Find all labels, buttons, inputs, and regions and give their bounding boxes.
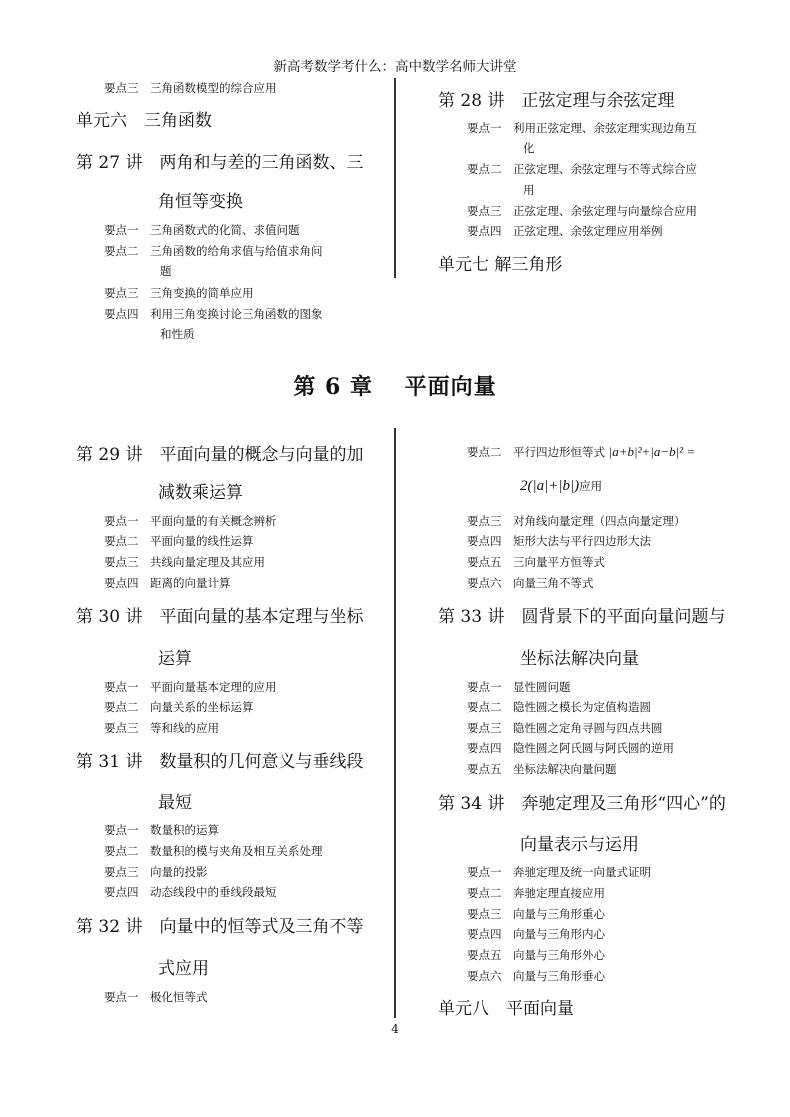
lecture-title: 第 34 讲 奔驰定理及三角形“四心”的 [438,794,726,814]
unit-heading: 单元八 平面向量 [438,999,574,1019]
list-item: 要点四 向量与三角形内心 [467,927,605,941]
list-item: 要点一 极化恒等式 [104,990,208,1004]
list-item: 要点二 向量关系的坐标运算 [104,700,254,714]
list-item: 要点三 向量与三角形重心 [467,907,605,921]
unit-heading: 单元六 三角函数 [76,111,212,131]
list-item: 要点一 平面向量基本定理的应用 [104,680,277,694]
list-item: 要点一 奔驰定理及统一向量式证明 [467,865,651,879]
list-item: 要点三 向量的投影 [104,865,208,879]
lecture-title-cont: 运算 [158,649,192,669]
lecture-title-cont: 向量表示与运用 [520,835,639,855]
list-item: 要点二 奔驰定理直接应用 [467,886,605,900]
formula-inline: 2(|a|+|b|) [520,478,580,494]
page-header: 新高考数学考什么：高中数学名师大讲堂 [273,59,517,75]
lecture-title-cont: 最短 [158,793,192,813]
list-item: 要点一 数量积的运算 [104,823,219,837]
list-item: 要点三 隐性圆之定角寻圆与四点共圆 [467,721,663,735]
lecture-title: 第 28 讲 正弦定理与余弦定理 [438,91,675,111]
list-item: 要点三 正弦定理、余弦定理与向量综合应用 [467,204,697,218]
list-item: 要点五 向量与三角形外心 [467,948,605,962]
lecture-title: 第 31 讲 数量积的几何意义与垂线段 [76,752,364,772]
list-item: 要点四 正弦定理、余弦定理应用举例 [467,224,663,238]
unit-heading: 单元七 解三角形 [438,255,563,275]
list-item: 要点二 正弦定理、余弦定理与不等式综合应 [467,162,697,176]
lecture-title-cont: 角恒等变换 [158,192,243,212]
list-item: 要点三 三角函数模型的综合应用 [104,81,277,95]
list-item-cont: 和性质 [160,327,195,341]
column-divider-top [394,78,396,278]
lecture-title: 第 29 讲 平面向量的概念与向量的加 [76,445,364,465]
list-item: 要点四 隐性圆之阿氏圆与阿氏圆的逆用 [467,741,674,755]
list-item: 要点二 平面向量的线性运算 [104,534,254,548]
list-item-cont: 化 [523,141,535,155]
list-item: 要点一 显性圆问题 [467,680,571,694]
list-item-cont: 题 [160,264,172,278]
lecture-title: 第 27 讲 两角和与差的三角函数、三 [76,153,364,173]
lecture-title: 第 30 讲 平面向量的基本定理与坐标 [76,607,364,627]
list-item: 要点三 等和线的应用 [104,721,219,735]
list-item: 要点二 数量积的模与夹角及相互关系处理 [104,844,323,858]
list-item: 要点四 动态线段中的垂线段最短 [104,885,277,899]
list-item: 要点三 对角线向量定理（四点向量定理） [467,514,686,528]
list-item: 要点三 三角变换的简单应用 [104,286,254,300]
lecture-title: 第 32 讲 向量中的恒等式及三角不等 [76,917,364,937]
list-item: 要点一 三角函数式的化简、求值问题 [104,223,300,237]
list-item-cont: 用 [523,183,535,197]
list-item: 要点五 三向量平方恒等式 [467,555,605,569]
list-item: 要点二 隐性圆之模长为定值构造圆 [467,700,651,714]
chapter-title: 第 6 章 平面向量 [293,374,497,400]
list-item: 要点一 利用正弦定理、余弦定理实现边角互 [467,121,697,135]
lecture-title-cont: 式应用 [158,959,209,979]
list-item: 要点四 利用三角变换讨论三角函数的图象 [104,307,323,321]
list-item: 要点二 三角函数的给角求值与给值求角问 [104,244,323,258]
page-number: 4 [391,1022,399,1036]
column-divider-bottom [394,428,396,1018]
formula-inline: |a+b|²+|a−b|² = [608,444,696,459]
list-item-formula: 要点二 平行四边形恒等式 |a+b|²+|a−b|² = [467,444,696,459]
list-item-formula-cont: 2(|a|+|b|)应用 [520,478,603,494]
list-item: 要点五 坐标法解决向量问题 [467,762,617,776]
list-item: 要点四 距离的向量计算 [104,576,231,590]
lecture-title: 第 33 讲 圆背景下的平面向量问题与 [438,607,726,627]
lecture-title-cont: 坐标法解决向量 [520,649,639,669]
list-item: 要点六 向量与三角形垂心 [467,969,605,983]
list-item: 要点一 平面向量的有关概念辨析 [104,514,277,528]
lecture-title-cont: 减数乘运算 [158,483,243,503]
list-item: 要点三 共线向量定理及其应用 [104,555,265,569]
list-item: 要点四 矩形大法与平行四边形大法 [467,534,651,548]
list-item: 要点六 向量三角不等式 [467,576,594,590]
